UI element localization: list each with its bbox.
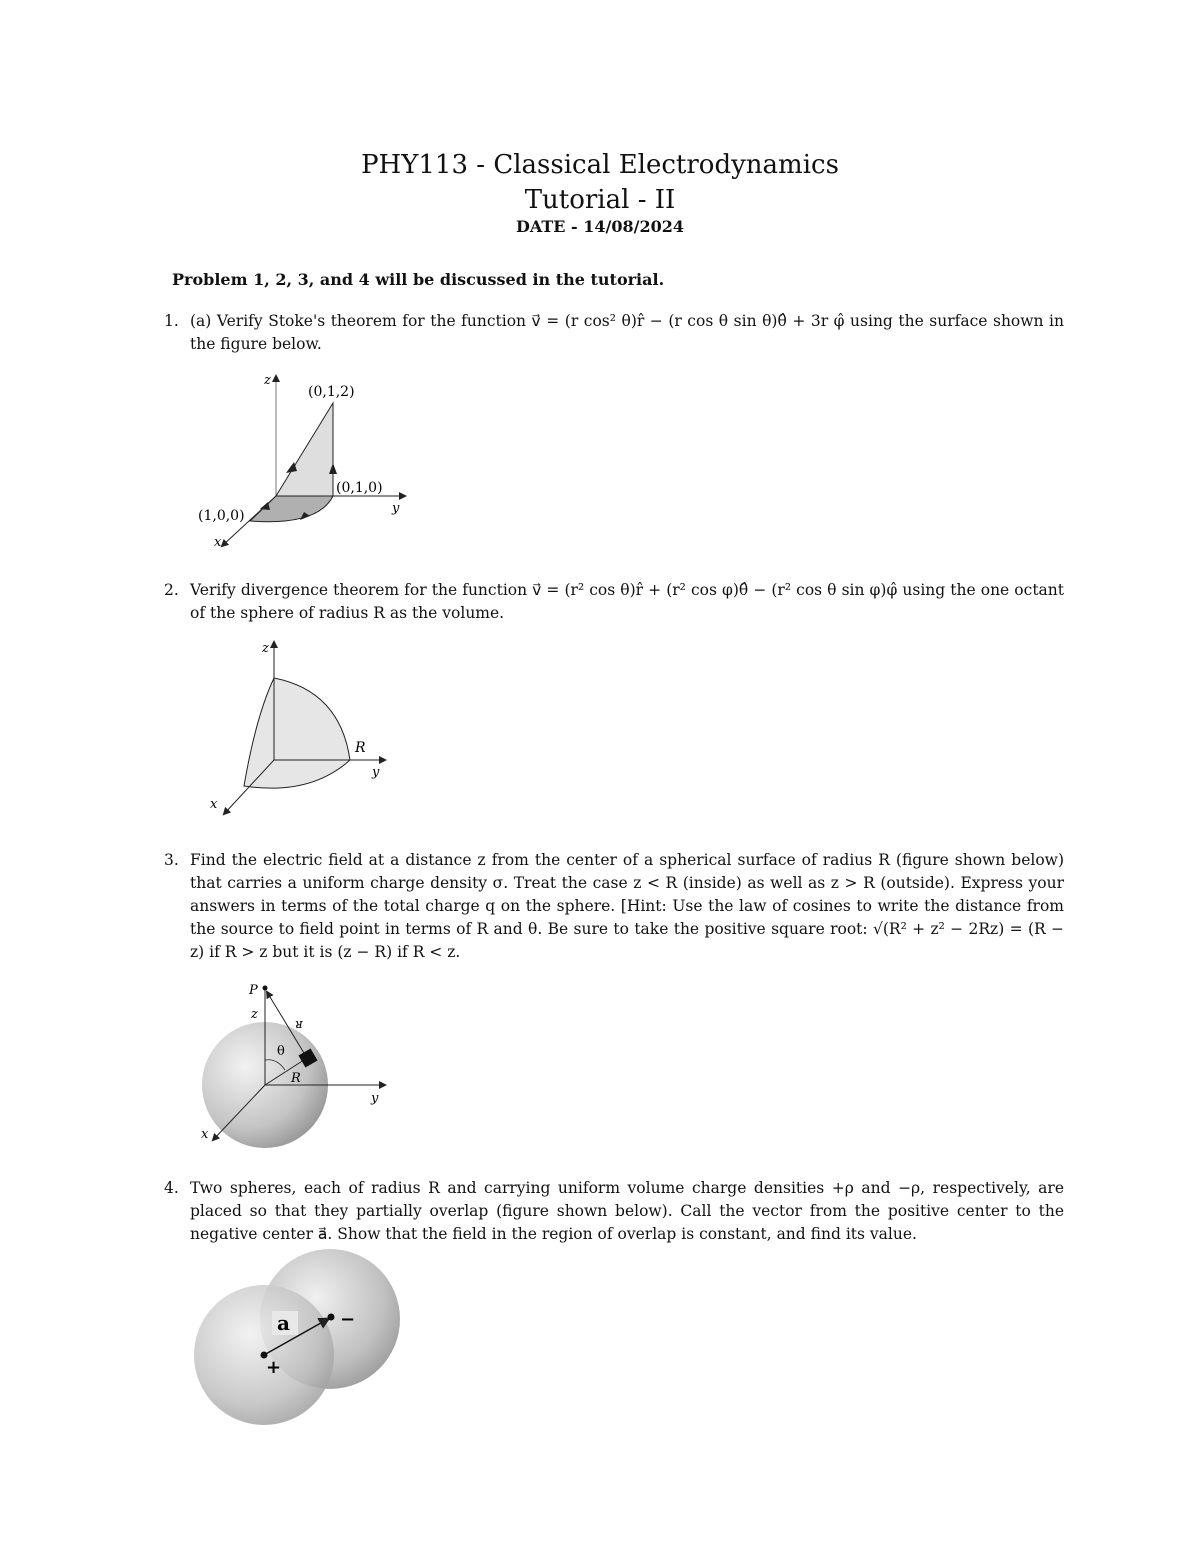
- problem-number: 2.: [164, 581, 179, 599]
- point-p-label: P: [249, 983, 258, 998]
- y-label: y: [372, 765, 380, 780]
- tutorial-date: DATE - 14/08/2024: [515, 217, 685, 236]
- overlapping-spheres-figure: [190, 1245, 410, 1430]
- problem-number: 3.: [164, 851, 179, 869]
- stokes-surface-figure: [190, 368, 420, 558]
- problem-number: 1.: [164, 312, 179, 330]
- point-012-label: (0,1,2): [308, 384, 355, 400]
- x-label: x: [201, 1127, 209, 1142]
- separation-label: ᴚ: [295, 1017, 303, 1032]
- problem-text: Two spheres, each of radius R and carrying uniform volume charge densities +ρ and −ρ, respectively, are placed so that they partially overlap (figure shown below). Call the vector from the positive center to the negative center a⃗. Show that the field in the region of overlap is constant, and find its value.: [190, 1179, 1064, 1243]
- problem-2: [164, 579, 1064, 625]
- problem-4: [164, 1177, 1064, 1246]
- x-label: x: [210, 797, 218, 812]
- z-label: z: [264, 373, 271, 388]
- octant-surface: [244, 678, 350, 788]
- discussion-note: Problem 1, 2, 3, and 4 will be discussed in the tutorial.: [172, 270, 665, 289]
- problem-1: [164, 310, 1064, 356]
- x-label: x: [214, 535, 222, 550]
- point-100-label: (1,0,0): [198, 508, 245, 524]
- problem-text: Find the electric field at a distance z from the center of a spherical surface of radius R (figure shown below) that carries a uniform charge density σ. Treat the case z < R (inside) as well as z > R (outside). Express your answers in terms of the total charge q on the sphere. [Hint: Use the law of cosines to write the distance from the source to field point in terms of R and θ. Be sure to take the positive square root: √(R² + z² − 2Rz) = (R − z) if R > z but it is (z − R) if R < z.: [190, 851, 1064, 961]
- z-label: z: [262, 641, 269, 656]
- octant-sphere-figure: [200, 636, 400, 821]
- field-point: [263, 986, 268, 991]
- minus-label: −: [340, 1309, 356, 1330]
- charged-sphere-figure: [195, 978, 405, 1153]
- point-010-label: (0,1,0): [336, 480, 383, 496]
- radius-label: R: [291, 1071, 301, 1086]
- problem-text: (a) Verify Stoke's theorem for the function v⃗ = (r cos² θ)r̂ − (r cos θ sin θ)θ̂ + 3r φ̂ using the surface shown in the figure below.: [190, 312, 1064, 353]
- radius-label: R: [355, 740, 366, 756]
- problem-3: [164, 849, 1064, 964]
- theta-label: θ: [277, 1044, 285, 1059]
- problem-text: Verify divergence theorem for the function v⃗ = (r² cos θ)r̂ + (r² cos φ)θ̂ − (r² cos θ sin φ)φ̂ using the one octant of the sphere of radius R as the volume.: [190, 581, 1064, 622]
- y-label: y: [371, 1091, 379, 1106]
- plus-label: +: [266, 1357, 282, 1378]
- negative-center: [328, 1314, 335, 1321]
- triangle-face: [276, 403, 333, 496]
- z-label: z: [251, 1007, 258, 1022]
- problem-number: 4.: [164, 1179, 179, 1197]
- tutorial-title: Tutorial - II: [524, 185, 676, 215]
- y-label: y: [392, 501, 400, 516]
- vector-a-label: a: [277, 1311, 290, 1335]
- course-title: PHY113 - Classical Electrodynamics: [361, 150, 839, 180]
